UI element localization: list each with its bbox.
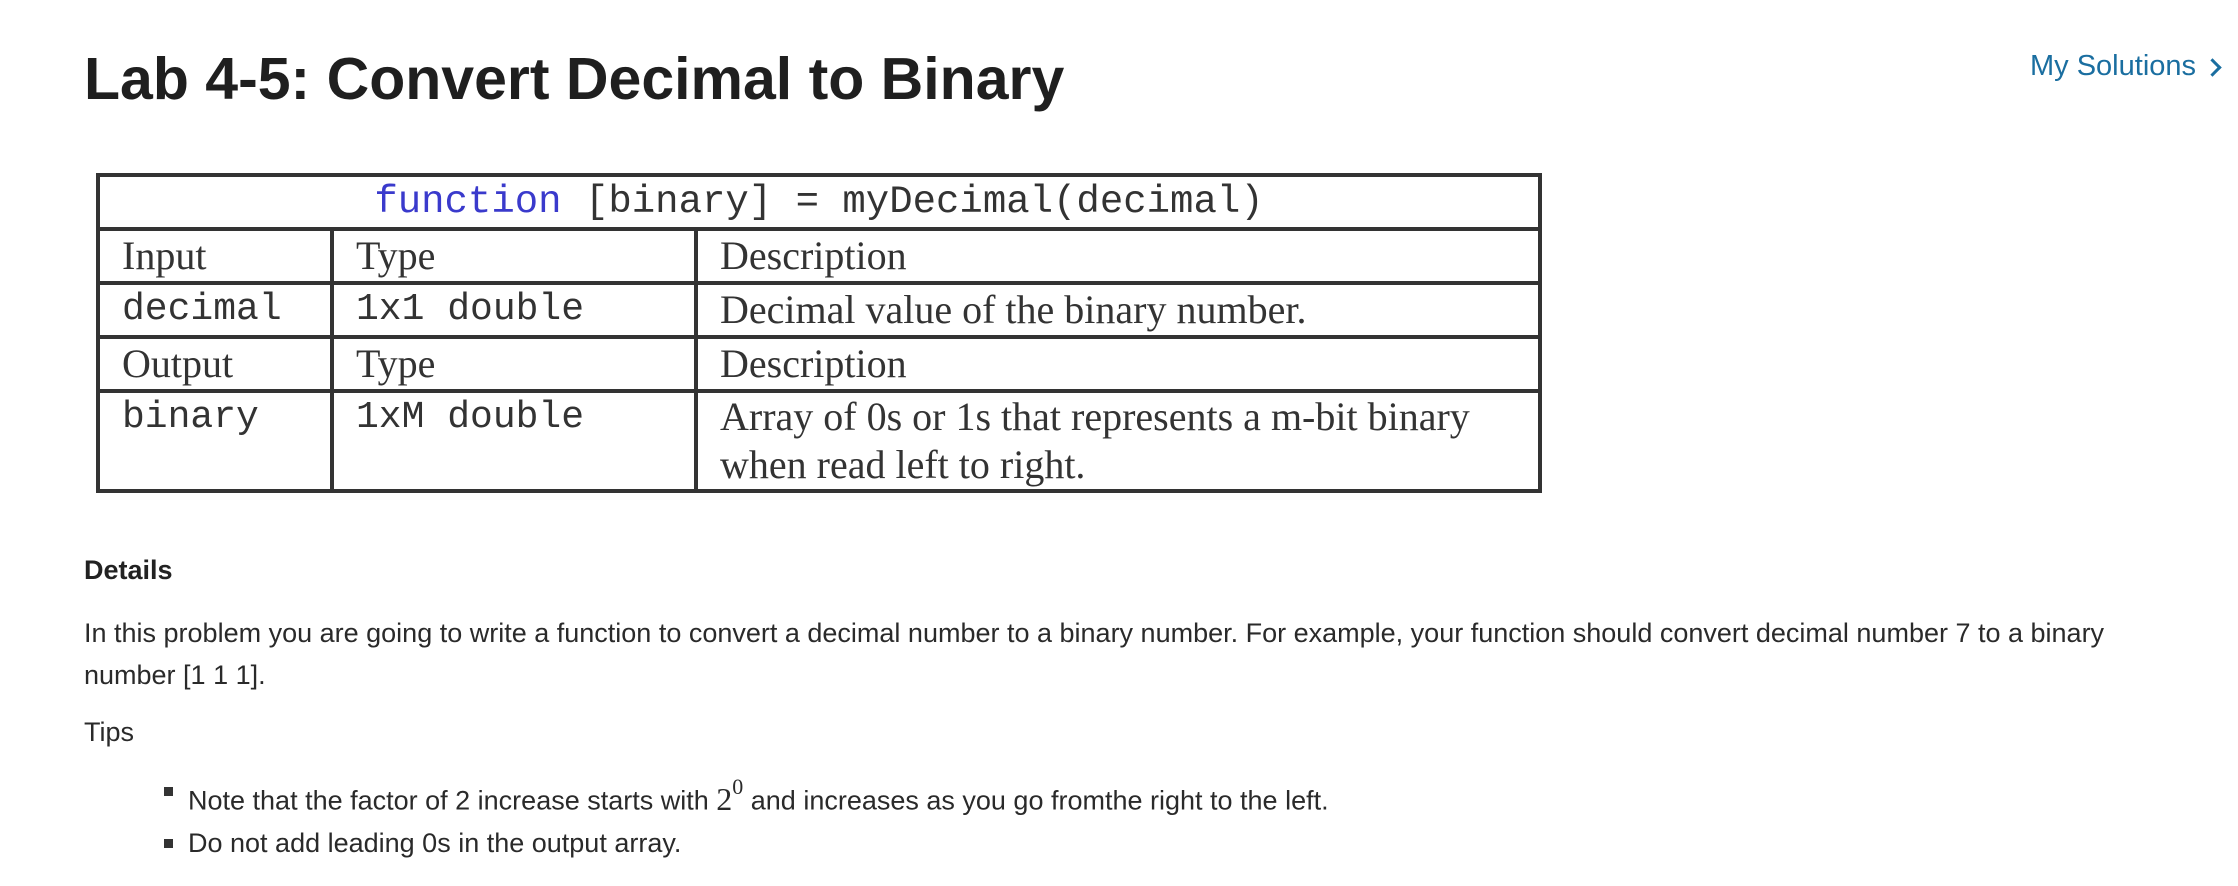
tip-1-text-before: Note that the factor of 2 increase starts with (188, 785, 717, 816)
tips-label: Tips (84, 717, 135, 747)
signature-header-row (98, 175, 1540, 229)
output-description-line-1: Array of 0s or 1s that represents a m-bit binary (720, 394, 1470, 439)
table-row (98, 391, 1540, 491)
output-header-description: Description (696, 337, 1540, 391)
output-description (696, 391, 1540, 491)
table-row (98, 283, 1540, 337)
my-solutions-label: My Solutions (2030, 50, 2197, 82)
page-title: Lab 4-5: Convert Decimal to Binary (84, 46, 1065, 112)
input-description: Decimal value of the binary number. (696, 283, 1540, 337)
output-description-line-2: when read left to right. (720, 442, 1086, 487)
details-paragraph: In this problem you are going to write a function to convert a decimal number to a binary number. For example, your function should convert decimal number 7 to a binary number [1 1 1]. (84, 618, 2105, 690)
input-name: decimal (98, 283, 332, 337)
input-type: 1x1 double (332, 283, 696, 337)
details-heading: Details (84, 555, 173, 585)
output-header-row (98, 337, 1540, 391)
input-header-type: Type (332, 229, 696, 283)
output-header-name: Output (98, 337, 332, 391)
tip-2-text: Do not add leading 0s in the output array. (188, 827, 682, 858)
function-signature-table (96, 173, 1542, 493)
input-header-name: Input (98, 229, 332, 283)
output-name: binary (98, 391, 332, 491)
math-base: 2 (716, 780, 733, 817)
output-type: 1xM double (332, 391, 696, 491)
square-bullet-icon (164, 839, 173, 848)
list-item (162, 822, 1329, 864)
square-bullet-icon (164, 787, 173, 796)
input-header-row (98, 229, 1540, 283)
input-header-description: Description (696, 229, 1540, 283)
function-signature-text: [binary] = myDecimal(decimal) (561, 180, 1264, 224)
function-signature (98, 175, 1540, 229)
math-expression (716, 774, 744, 817)
list-item (162, 770, 1329, 822)
math-exponent: 0 (732, 774, 744, 799)
tips-list (162, 770, 1329, 864)
output-header-type: Type (332, 337, 696, 391)
my-solutions-link[interactable] (2030, 46, 2219, 86)
chevron-right-icon (2203, 58, 2221, 76)
tip-1-text-after: and increases as you go fromthe right to the left. (743, 785, 1329, 816)
function-keyword: function (374, 180, 562, 224)
